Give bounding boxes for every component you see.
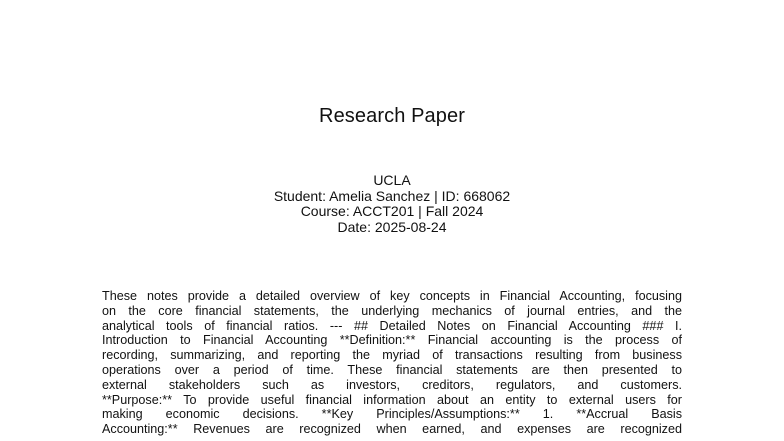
author-info-block [0,173,784,235]
body-line: Accounting:** Revenues are recognized when earned, and expenses are recognized [102,422,682,437]
body-line: recording, summarizing, and reporting the myriad of transactions resulting from business [102,348,682,363]
date-text: Date: 2025-08-24 [337,218,447,235]
body-line: making economic decisions. **Key Principles/Assumptions:** 1. **Accrual Basis [102,407,682,422]
body-line: on the core financial statements, the underlying mechanics of journal entries, and the [102,303,682,318]
course-info-text: Course: ACCT201 | Fall 2024 [300,203,484,219]
body-line: Introduction to Financial Accounting **Definition:** Financial accounting is the process of [102,333,682,348]
institution-text: UCLA [373,172,411,188]
student-info-text: Student: Amelia Sanchez | ID: 668062 [273,187,511,204]
page-title: Research Paper [319,105,465,127]
body-line: These notes provide a detailed overview of key concepts in Financial Accounting, focusing [102,289,682,303]
body-line: analytical tools of financial ratios. --- ## Detailed Notes on Financial Accounting ### I. [102,318,682,333]
body-line: **Purpose:** To provide useful financial information about an entity to external users for [102,392,682,407]
body-line: external stakeholders such as investors, creditors, regulators, and customers. [102,377,682,392]
body-line: operations over a period of time. These financial statements are then presented to [102,362,682,377]
body-paragraph [102,289,682,437]
